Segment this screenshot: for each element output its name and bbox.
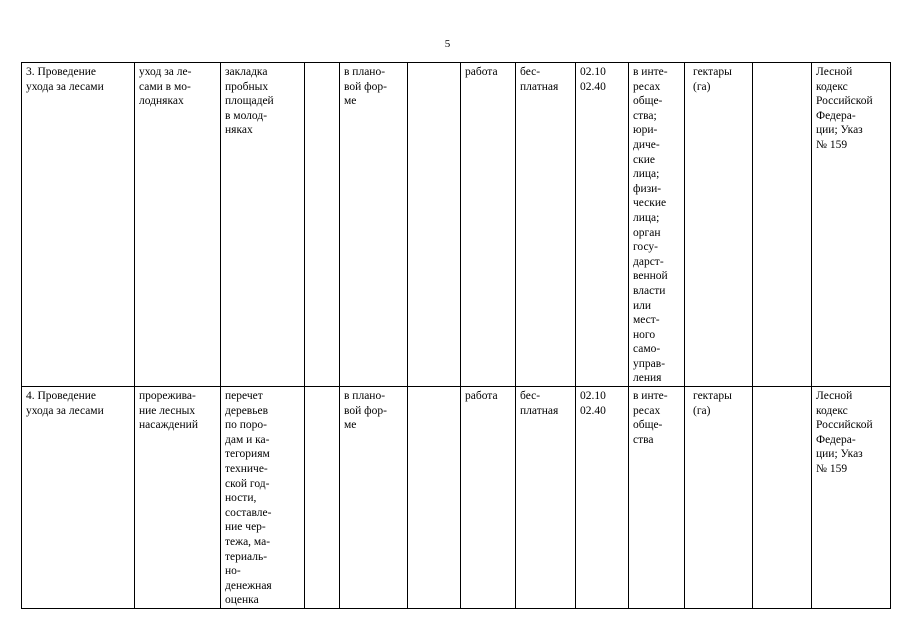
consumers-cell: в инте- ресах обще- ства <box>629 387 685 609</box>
service-name-cell: 4. Проведение ухода за лесами <box>22 387 135 609</box>
legal-basis-cell: Лесной кодекс Российской Федера- ции; Указ № 159 <box>812 63 891 387</box>
empty-cell <box>753 63 812 387</box>
empty-cell <box>408 387 461 609</box>
service-name-cell: 3. Проведение ухода за лесами <box>22 63 135 387</box>
subservice-cell: прорежива- ние лесных насаждений <box>135 387 221 609</box>
table-row <box>22 387 891 609</box>
unit-cell: гектары (га) <box>685 387 753 609</box>
payment-cell: бес- платная <box>516 387 576 609</box>
form-cell: в плано- вой фор- ме <box>340 63 408 387</box>
empty-cell <box>753 387 812 609</box>
work-content-cell: закладка пробных площадей в молод- няках <box>221 63 305 387</box>
empty-cell <box>408 63 461 387</box>
empty-cell <box>305 63 340 387</box>
work-content-cell: перечет деревьев по поро- дам и ка- тегориям техниче- ской год- ности, составле- ние чер- тежа, ма- териаль- но- денежная оценка <box>221 387 305 609</box>
code-cell: 02.10 02.40 <box>576 387 629 609</box>
type-cell: работа <box>461 63 516 387</box>
consumers-cell: в инте- ресах обще- ства; юри- диче- ские лица; физи- ческие лица; орган госу- дарст- венной власти или мест- ного само- управ- ления <box>629 63 685 387</box>
empty-cell <box>305 387 340 609</box>
services-table <box>21 62 891 609</box>
legal-basis-cell: Лесной кодекс Российской Федера- ции; Указ № 159 <box>812 387 891 609</box>
page-number: 5 <box>444 38 451 50</box>
unit-cell: гектары (га) <box>685 63 753 387</box>
subservice-cell: уход за ле- сами в мо- лодняках <box>135 63 221 387</box>
payment-cell: бес- платная <box>516 63 576 387</box>
code-cell: 02.10 02.40 <box>576 63 629 387</box>
form-cell: в плано- вой фор- ме <box>340 387 408 609</box>
type-cell: работа <box>461 387 516 609</box>
table-row <box>22 63 891 387</box>
